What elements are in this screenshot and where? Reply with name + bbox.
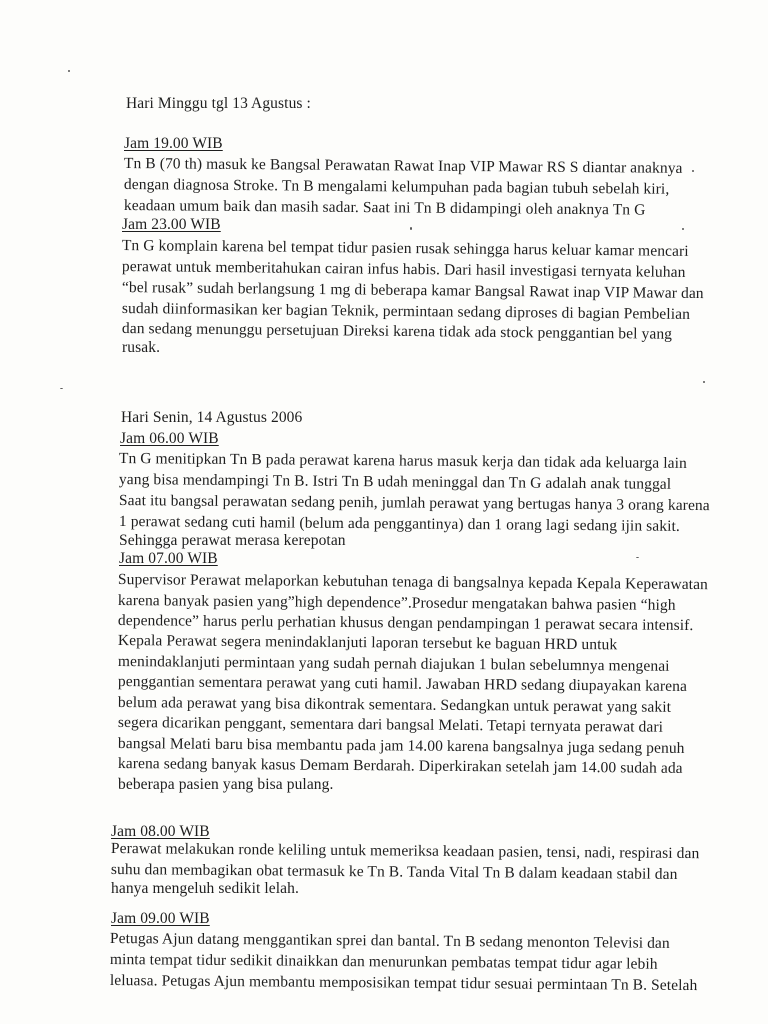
entry-line: Saat itu bangsal perawatan sedang penih, jumlah perawat yang bertugas hanya 3 orang karena xyxy=(118,492,710,515)
entry-line: Sehingga perawat merasa kerepotan xyxy=(119,532,346,549)
entry-line: karena banyak pasien yang”high dependence”.Prosedur mengatakan bahwa pasien “high xyxy=(117,592,676,614)
entry-line: menindaklanjuti permintaan yang sudah pernah diajukan 1 bulan sebelumnya mengenai xyxy=(117,653,670,675)
entry-line: sudah diinformasikan ker bagian Teknik, permintaan sedang diproses di bagian Pembelian xyxy=(121,300,691,323)
entry-time-2300: Jam 23.00 WIB xyxy=(122,216,221,233)
entry-line: perawat untuk memberitahukan cairan infus habis. Dari hasil investigasi ternyata keluhan xyxy=(121,258,686,281)
entry-time-0900: Jam 09.00 WIB xyxy=(111,910,210,927)
entry-line: dan sedang menunggu persetujuan Direksi karena tidak ada stock penggantian bel yang xyxy=(121,320,673,343)
entry-line: karena sedang banyak kasus Demam Berdarah. Diperkirakan setelah jam 14.00 sudah ada xyxy=(117,755,683,777)
entry-line: Tn G menitipkan Tn B pada perawat karena harus masuk kerja dan tidak ada keluarga lain xyxy=(118,450,687,472)
scan-speck xyxy=(682,228,684,230)
entry-line: 1 perawat sedang cuti hamil (belum ada penggantinya) dan 1 orang lagi sedang ijin sakit. xyxy=(118,513,681,535)
scan-speck xyxy=(68,70,70,72)
entry-line: yang bisa mendampingi Tn B. Istri Tn B udah meninggal dan Tn G adalah anak tunggal xyxy=(118,471,672,493)
entry-line: Kepala Perawat segera menindaklanjuti laporan tersebut ke baguan HRD untuk xyxy=(117,632,618,654)
entry-line: keadaan umum baik dan masih sadar. Saat ini Tn B didampingi oleh anaknya Tn G xyxy=(123,197,646,219)
entry-line: Supervisor Perawat melaporkan kebutuhan tenaga di bangsalnya kepada Kepala Keperawatan xyxy=(117,571,709,594)
entry-time-1900: Jam 19.00 WIB xyxy=(124,135,223,152)
entry-line: dengan diagnosa Stroke. Tn B mengalami kelumpuhan pada bagian tubuh sebelah kiri, xyxy=(123,176,670,198)
entry-time-0700: Jam 07.00 WIB xyxy=(119,550,218,567)
entry-line: penggantian sementara perawat yang cuti hamil. Jawaban HRD sedang diupayakan karena xyxy=(117,673,688,695)
entry-line: dependence” harus perlu perhatian khusus dengan pendampingan 1 perawat secara intensif. xyxy=(117,612,694,635)
day1-heading: Hari Minggu tgl 13 Agustus : xyxy=(126,95,311,112)
entry-line: segera dicarikan penggant, sementara dari bangsal Melati. Tetapi ternyata perawat dari xyxy=(117,714,664,736)
entry-line: Petugas Ajun datang menggantikan sprei dan bantal. Tn B sedang menonton Televisi dan xyxy=(109,930,670,952)
entry-line: leluasa. Petugas Ajun membantu memposisikan tempat tidur sesuai permintaan Tn B. Setelah xyxy=(109,972,698,995)
entry-line: bangsal Melati baru bisa membantu pada jam 14.00 karena bangsalnya juga sedang penuh xyxy=(117,735,685,757)
entry-line: “bel rusak” sudah berlangsung 1 mg di beberapa kamar Bangsal Rawat inap VIP Mawar dan xyxy=(121,279,704,303)
entry-line: hanya mengeluh sedikit lelah. xyxy=(111,880,299,897)
entry-time-0800: Jam 08.00 WIB xyxy=(111,823,210,840)
entry-time-0600: Jam 06.00 WIB xyxy=(120,430,219,447)
scan-speck xyxy=(636,557,639,558)
entry-line: rusak. xyxy=(122,339,161,356)
scan-speck xyxy=(60,388,63,389)
entry-line: Tn B (70 th) masuk ke Bangsal Perawatan Rawat Inap VIP Mawar RS S diantar anaknya xyxy=(123,155,683,177)
entry-line: belum ada perawat yang bisa dikontrak sementara. Sedangkan untuk perawat yang sakit xyxy=(117,694,672,716)
day2-heading: Hari Senin, 14 Agustus 2006 xyxy=(121,409,303,426)
scan-speck xyxy=(703,381,705,383)
entry-line: Tn G komplain karena bel tempat tidur pasien rusak sehingga harus keluar kamar mencari xyxy=(121,237,689,260)
scan-speck xyxy=(692,170,694,172)
entry-line: Perawat melakukan ronde keliling untuk memeriksa keadaan pasien, tensi, nadi, respirasi dan xyxy=(110,840,700,863)
entry-line: minta tempat tidur sedikit dinaikkan dan menurunkan pembatas tempat tidur agar lebih xyxy=(109,951,658,973)
entry-line: beberapa pasien yang bisa pulang. xyxy=(118,776,334,793)
scan-speck xyxy=(410,227,412,230)
entry-line: suhu dan membagikan obat termasuk ke Tn B. Tanda Vital Tn B dalam keadaan stabil dan xyxy=(110,861,678,883)
